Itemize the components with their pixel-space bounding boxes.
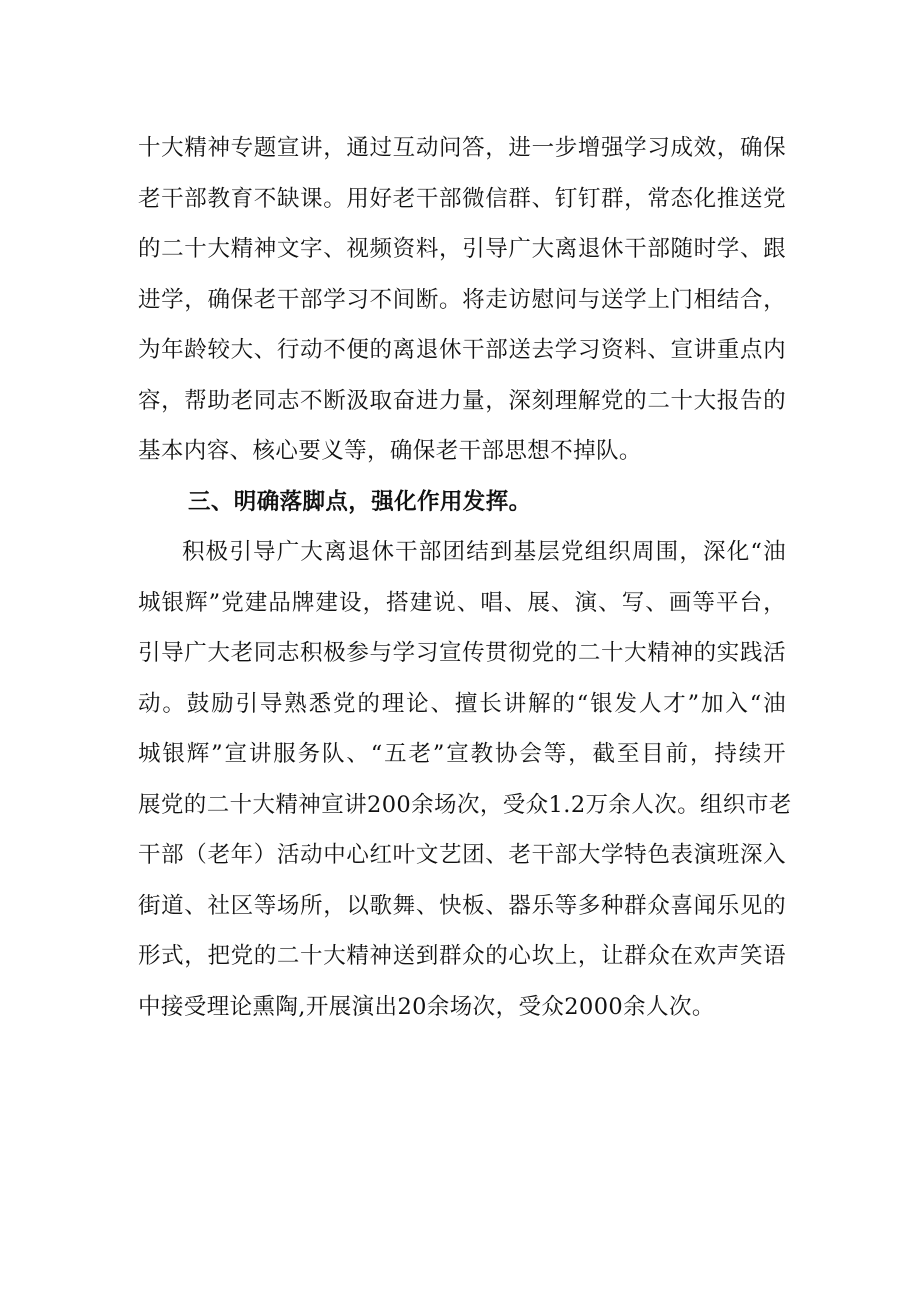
paragraph-line: 十大精神专题宣讲，通过互动问答，进一步增强学习成效，确保 (138, 135, 786, 161)
paragraph-line: 进学，确保老干部学习不间断。将走访慰问与送学上门相结合， (138, 287, 786, 313)
paragraph-line: 引导广大老同志积极参与学习宣传贯彻党的二十大精神的实践活 (138, 640, 786, 666)
paragraph-line: 街道、社区等场所，以歌舞、快板、器乐等多种群众喜闻乐见的 (138, 893, 786, 919)
paragraph-line: 为年龄较大、行动不便的离退休干部送去学习资料、宣讲重点内 (138, 337, 786, 363)
paragraph-line: 中接受理论熏陶,开展演出20余场次，受众2000余人次。 (138, 994, 715, 1020)
paragraph-line: 城银辉”党建品牌建设，搭建说、唱、展、演、写、画等平台， (138, 590, 786, 616)
paragraph-line: 基本内容、核心要义等，确保老干部思想不掉队。 (138, 438, 642, 464)
section-heading: 三、明确落脚点，强化作用发挥。 (188, 489, 532, 515)
paragraph-line: 容，帮助老同志不断汲取奋进力量，深刻理解党的二十大报告的 (138, 388, 786, 414)
paragraph-line: 形式，把党的二十大精神送到群众的心坎上，让群众在欢声笑语 (138, 943, 786, 969)
paragraph-line: 城银辉”宣讲服务队、“五老”宣教协会等，截至目前，持续开 (138, 741, 786, 767)
paragraph-line: 动。鼓励引导熟悉党的理论、擅长讲解的“银发人才”加入“油 (138, 691, 786, 717)
paragraph-line: 的二十大精神文字、视频资料，引导广大离退休干部随时学、跟 (138, 236, 786, 262)
paragraph-line: 老干部教育不缺课。用好老干部微信群、钉钉群，常态化推送党 (138, 186, 786, 212)
paragraph-line: 干部（老年）活动中心红叶文艺团、老干部大学特色表演班深入 (138, 842, 786, 868)
paragraph-line: 展党的二十大精神宣讲200余场次，受众1.2万余人次。组织市老 (138, 792, 792, 818)
paragraph-line: 积极引导广大离退休干部团结到基层党组织周围，深化“油 (182, 539, 786, 565)
